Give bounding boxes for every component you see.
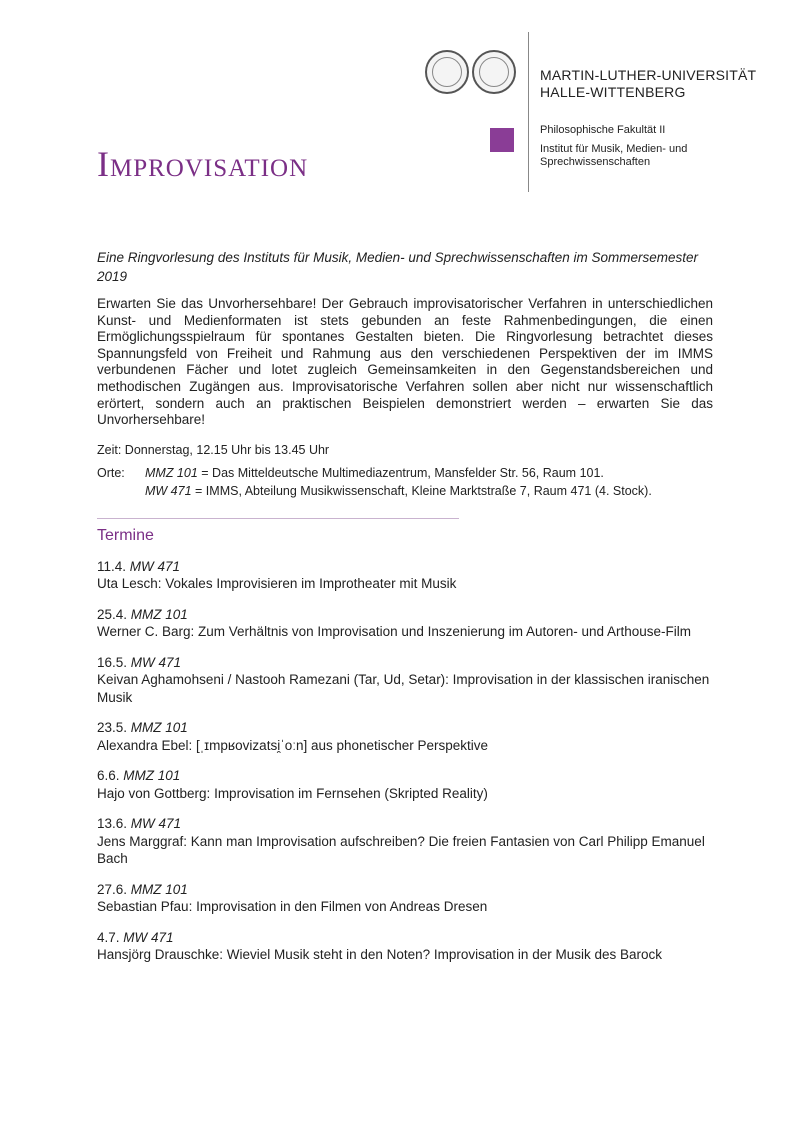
locations-list [145,464,652,500]
event-room: MW 471 [123,929,174,945]
lecture-series-subtitle: Eine Ringvorlesung des Instituts für Musik, Medien- und Sprechwissenschaften im Sommersemester 2019 [97,250,699,284]
event-room: MW 471 [129,558,181,574]
event-talk: Keivan Aghamohseni / Nastooh Ramezani (Tar, Ud, Setar): Improvisation in der klassischen iranischen Musik [97,672,710,705]
event-date: 27.6. [97,881,128,897]
event-talk: Jens Marggraf: Kann man Improvisation aufschreiben? Die freien Fantasien von Carl Philipp Emanuel Bach [97,833,705,867]
event-date: 23.5. [97,720,128,736]
event-room: MW 471 [130,654,182,670]
event-date: 16.5. [97,654,128,670]
schedule-item [97,815,713,868]
event-date: 13.6. [97,816,128,832]
schedule-item [97,929,713,964]
location-code: MMZ 101 [145,465,198,480]
faculty-name: Philosophische Fakultät II [540,124,666,136]
event-talk: Hansjörg Drauschke: Wieviel Musik steht in den Noten? Improvisation in der Musik des Barock [97,947,662,963]
event-room: MMZ 101 [123,768,181,784]
schedule-item [97,654,713,707]
event-talk: Hajo von Gottberg: Improvisation im Fernsehen (Skripted Reality) [97,785,488,801]
location-description: = Das Mitteldeutsche Multimediazentrum, Mansfelder Str. 56, Raum 101. [201,465,604,480]
event-talk: Uta Lesch: Vokales Improvisieren im Improtheater mit Musik [97,576,457,592]
event-talk: Alexandra Ebel: [ˌɪmpʁovizatsi̯ˈoːn] aus phonetischer Perspektive [97,737,489,753]
event-room: MMZ 101 [130,720,188,736]
faculty-block [540,124,730,170]
page-title: Improvisation [97,144,309,184]
event-date: 11.4. [97,558,127,574]
location-item [145,482,652,500]
event-date: 25.4. [97,606,128,622]
schedule-item [97,881,713,916]
university-name [540,67,756,101]
schedule-list [97,558,713,964]
location-description: = IMMS, Abteilung Musikwissenschaft, Kleine Marktstraße 7, Raum 471 (4. Stock). [195,483,652,498]
event-room: MW 471 [130,816,182,832]
university-name-line-2: HALLE-WITTENBERG [540,84,686,100]
schedule-item [97,719,713,754]
university-seal-left [425,50,469,94]
event-talk: Sebastian Pfau: Improvisation in den Filmen von Andreas Dresen [97,899,488,915]
institute-name: Institut für Musik, Medien- und Sprechwissenschaften [540,142,688,168]
locations-info [97,464,713,500]
schedule-heading: Termine [97,526,154,544]
university-name-line-1: MARTIN-LUTHER-UNIVERSITÄT [540,67,757,83]
schedule-item [97,558,713,593]
header-divider-line [528,32,529,192]
time-value: Donnerstag, 12.15 Uhr bis 13.45 Uhr [124,442,330,457]
faculty-color-square [490,128,514,152]
time-label: Zeit: [97,442,122,457]
location-code: MW 471 [145,483,192,498]
university-seal-right [472,50,516,94]
locations-label: Orte: [97,465,125,480]
event-room: MMZ 101 [130,881,188,897]
event-date: 4.7. [97,929,120,945]
schedule-item [97,606,713,641]
time-info [97,442,713,458]
event-date: 6.6. [97,768,120,784]
event-talk: Werner C. Barg: Zum Verhältnis von Improvisation und Inszenierung im Autoren- und Arthouse-Film [97,624,692,640]
location-item [145,464,652,482]
intro-paragraph: Erwarten Sie das Unvorhersehbare! Der Gebrauch improvisatorischer Verfahren in unterschiedlichen Kunst- und Medienformaten ist stets gebunden an feste Rahmenbedingungen, die einen Ermöglichungsspielraum für spontanes Gestalten bieten. Die Ringvorlesung betrachtet dieses Spannungsfeld von Freiheit und Rahmung aus den verschiedenen Perspektiven der im IMMS verbundenen Fächer und lotet zugleich Gemeinsamkeiten in den Gegenstandsbereichen und methodischen Zugängen aus. Improvisatorische Verfahren sollen aber nicht nur wissenschaftlich erörtert, sondern auch an praktischen Beispielen demonstriert werden – erwarten Sie das Unvorhersehbare! [97,296,713,428]
main-content [97,248,713,977]
schedule-item [97,767,713,802]
event-room: MMZ 101 [130,606,188,622]
section-divider [97,518,459,519]
